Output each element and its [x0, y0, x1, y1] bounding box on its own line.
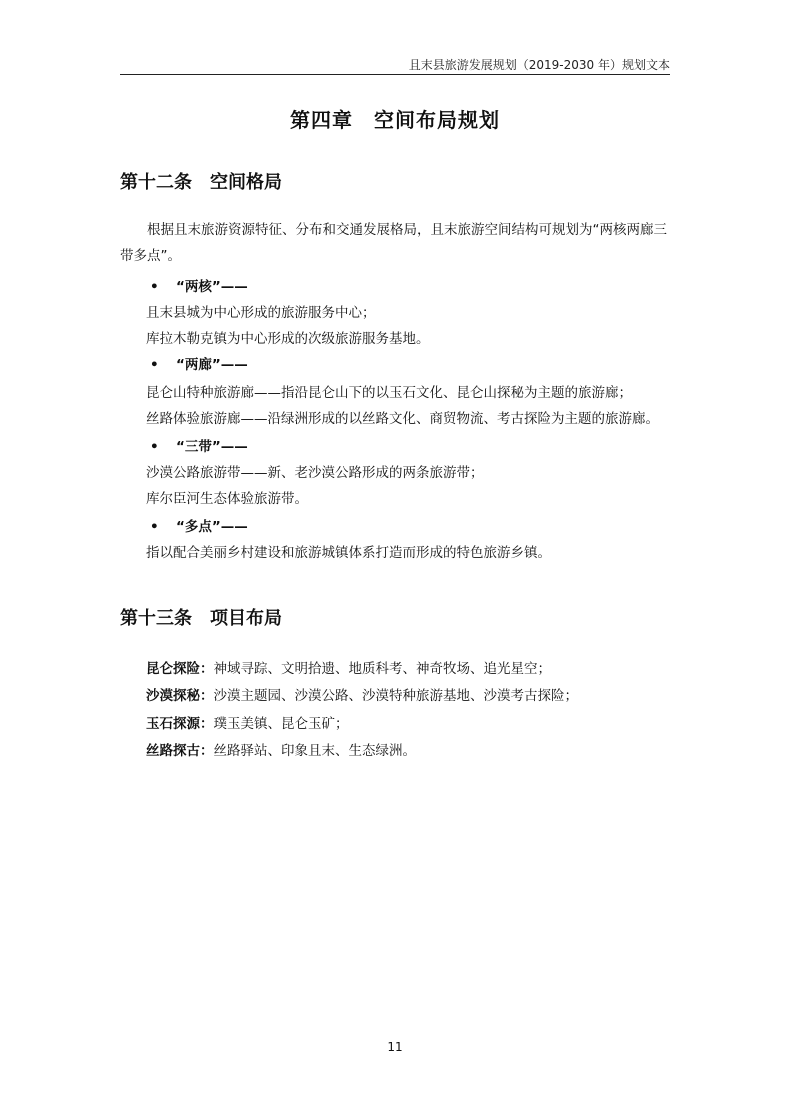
project-text: 丝路驿站、印象且末、生态绿洲。 — [213, 743, 416, 759]
bullet-dot: • — [150, 519, 159, 535]
bullet-dot: • — [150, 357, 159, 373]
list-item: 指以配合美丽乡村建设和旅游城镇体系打造而形成的特色旅游乡镇。 — [146, 545, 551, 561]
project-label: 丝路探古： — [146, 743, 214, 759]
project-label: 沙漠探秘： — [146, 688, 214, 704]
article-12-intro: 根据且末旅游资源特征、分布和交通发展格局，且末旅游空间结构可规划为“两核两廊三带多点”。 — [120, 222, 667, 264]
bullet-label: “多点”—— — [176, 519, 248, 535]
chapter-title: 第四章 空间布局规划 — [290, 108, 500, 132]
list-item: 昆仑山特种旅游廊——指沿昆仑山下的以玉石文化、昆仑山探秘为主题的旅游廊； — [146, 385, 632, 401]
project-item — [146, 684, 578, 704]
article-12-title: 第十二条 空间格局 — [120, 172, 282, 193]
project-item — [146, 657, 551, 677]
bullet-dot: • — [150, 439, 159, 455]
list-item: 库拉木勒克镇为中心形成的次级旅游服务基地。 — [146, 331, 430, 347]
project-item — [146, 712, 349, 732]
project-text: 璞玉美镇、昆仑玉矿； — [213, 716, 349, 732]
page-number: 11 — [387, 1040, 403, 1054]
bullet-dot: • — [150, 279, 159, 295]
running-title: 且末县旅游发展规划（2019-2030 年）规划文本 — [408, 58, 670, 72]
bullet-three-belts — [150, 435, 248, 455]
article-13-title: 第十三条 项目布局 — [120, 608, 282, 629]
project-item — [146, 739, 416, 759]
running-header — [120, 52, 670, 75]
project-label: 玉石探源： — [146, 716, 214, 732]
bullet-label: “三带”—— — [176, 439, 248, 455]
list-item: 丝路体验旅游廊——沿绿洲形成的以丝路文化、商贸物流、考古探险为主题的旅游廊。 — [146, 411, 659, 427]
list-item: 库尔臣河生态体验旅游带。 — [146, 491, 308, 507]
bullet-multi-points — [150, 515, 248, 535]
project-label: 昆仑探险： — [146, 661, 214, 677]
bullet-two-corridors — [150, 353, 248, 373]
project-text: 神域寻踪、文明拾遗、地质科考、神奇牧场、追光星空； — [213, 661, 551, 677]
project-text: 沙漠主题园、沙漠公路、沙漠特种旅游基地、沙漠考古探险； — [213, 688, 578, 704]
list-item: 且末县城为中心形成的旅游服务中心； — [146, 305, 376, 321]
bullet-label: “两核”—— — [176, 279, 248, 295]
bullet-two-cores — [150, 275, 248, 295]
bullet-label: “两廊”—— — [176, 357, 248, 373]
list-item: 沙漠公路旅游带——新、老沙漠公路形成的两条旅游带； — [146, 465, 484, 481]
